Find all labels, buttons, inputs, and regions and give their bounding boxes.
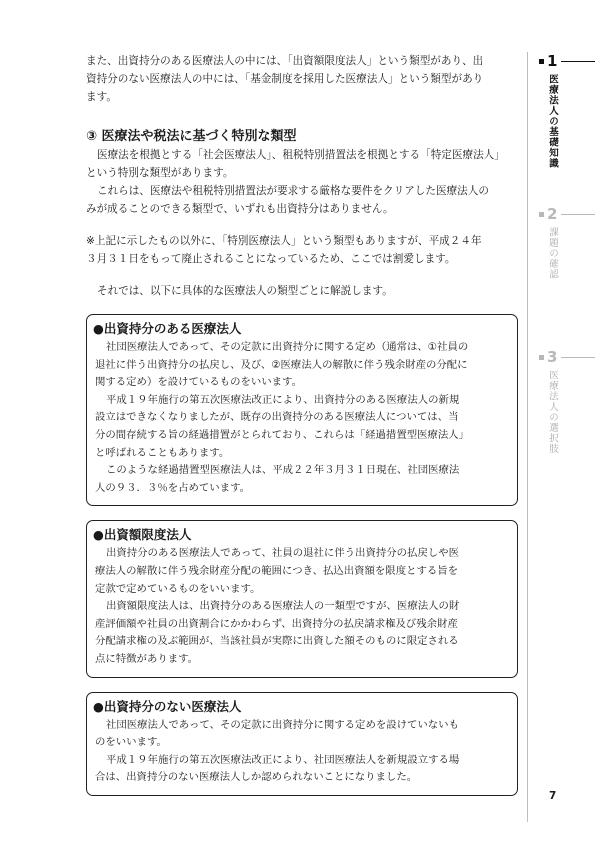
chapter-tab-3[interactable] — [533, 348, 595, 454]
box-line: 出資額限度法人は、出資持分のある医療法人の一類型ですが、医療法人の財 — [106, 600, 460, 613]
box-line: 人の９３．３％を占めています。 — [95, 481, 251, 494]
sidebar-divider — [527, 52, 528, 822]
box-line: 社団医療法人であって、その定款に出資持分に関する定め（通常は、①社員の — [106, 341, 469, 353]
chapter-tab-1[interactable] — [533, 52, 595, 169]
square-marker-icon — [539, 212, 544, 217]
tab-rule — [561, 357, 595, 358]
paragraph-line: みが成ることのできる類型で、いずれも出資持分はありません。 — [86, 203, 394, 215]
box-line: 平成１９年施行の第五次医療法改正により、社団医療法人を新規設立する場 — [106, 753, 460, 766]
box-line: 社団医療法人であって、その定款に出資持分に関する定めを設けていないも — [106, 718, 459, 731]
box-line: 産評価額や社員の出資割合にかかわらず、出資持分の払戻請求権及び残余財産 — [95, 617, 458, 630]
box-title: ●出資持分のある医療法人 — [93, 321, 242, 336]
intro-line: ます。 — [86, 91, 117, 103]
paragraph-line: という特別な類型があります。 — [86, 167, 234, 179]
box-line: 療法人の解散に伴う残余財産分配の範囲につき、払込出資額を限度とする旨を — [95, 564, 459, 577]
tab-rule — [561, 61, 595, 62]
box-title: ●出資持分のない医療法人 — [93, 698, 242, 714]
chapter-label: 医療法人の基礎知識 — [547, 74, 558, 169]
paragraph-line: 医療法を根拠とする「社会医療法人」、租税特別措置法を根拠とする「特定医療法人」 — [97, 149, 505, 161]
tab-rule — [561, 214, 595, 215]
main-content — [86, 52, 518, 796]
box-line: 定款で定めているものをいいます。 — [95, 582, 261, 595]
chapter-tab-2[interactable] — [533, 205, 595, 280]
box-line: 点に特徴があります。 — [95, 652, 199, 665]
note-line: ※上記に示したもの以外に、「特別医療法人」という類型もありますが、平成２４年 — [86, 235, 482, 247]
box-line: 分の間存続する旨の経過措置がとられており、これらは「経過措置型医療法人」 — [95, 428, 470, 441]
square-marker-icon — [539, 59, 544, 64]
chapter-label: 医療法人の選択肢 — [547, 370, 558, 454]
chapter-label: 課題の確認 — [547, 227, 558, 280]
box-line: このような経過措置型医療法人は、平成２２年３月３１日現在、社団医療法 — [106, 464, 460, 477]
box-line: 設立はできなくなりましたが、既存の出資持分のある医療法人については、当 — [95, 411, 459, 424]
box-line: 退社に伴う出資持分の払戻し、及び、②医療法人の解散に伴う残余財産の分配に — [95, 358, 468, 371]
square-marker-icon — [539, 355, 544, 360]
box-line: と呼ばれることもあります。 — [95, 446, 230, 459]
box-line: 関する定め）を設けているものをいいます。 — [95, 376, 302, 389]
info-box-without-equity — [86, 692, 518, 796]
box-line: 分配請求権の及ぶ範囲が、当該社員が実際に出資した額そのものに限定される — [95, 635, 459, 648]
info-box-with-equity — [86, 314, 518, 506]
box-line: 平成１９年施行の第五次医療法改正により、出資持分のある医療法人の新規 — [106, 393, 460, 406]
paragraph-line: これらは、医療法や租税特別措置法が要求する厳格な要件をクリアした医療法人の — [97, 185, 489, 197]
intro-line: また、出資持分のある医療法人の中には、「出資額限度法人」という類型があり、出 — [86, 55, 484, 67]
info-box-capped-equity — [86, 520, 518, 677]
section-heading: ③ 医療法や税法に基づく特別な類型 — [86, 129, 297, 144]
intro-line: 資持分のない医療法人の中には、「基金制度を採用した医療法人」という類型があり — [86, 73, 484, 85]
box-line: 合は、出資持分のない医療法人しか認められないことになりました。 — [95, 771, 418, 784]
chapter-number: 1 — [547, 52, 558, 70]
note-line: ３月３１日をもって廃止されることになっているため、ここでは割愛します。 — [86, 253, 456, 265]
chapter-number: 3 — [547, 348, 558, 366]
box-line: のをいいます。 — [95, 736, 167, 749]
closing-line: それでは、以下に具体的な医療法人の類型ごとに解説します。 — [97, 285, 393, 297]
chapter-number: 2 — [547, 205, 558, 223]
page-number: 7 — [549, 790, 557, 802]
box-title: ●出資額限度法人 — [93, 527, 192, 543]
box-line: 出資持分のある医療法人であって、社員の退社に伴う出資持分の払戻しや医 — [106, 547, 459, 560]
